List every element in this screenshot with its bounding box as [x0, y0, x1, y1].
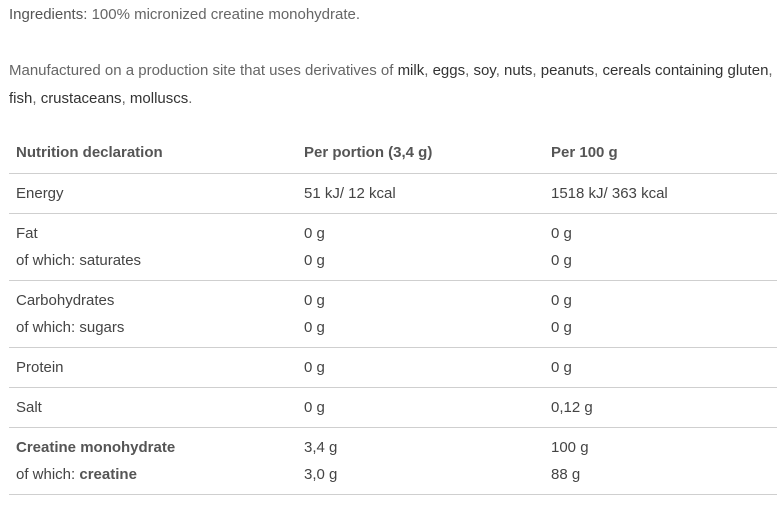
allergen-item: eggs [432, 62, 466, 79]
value-per-portion: 0 g [304, 358, 325, 376]
nutrient-name: Salt [16, 398, 42, 416]
allergen-statement [9, 57, 779, 113]
allergen-separator: , [121, 90, 130, 107]
allergen-separator: , [495, 62, 505, 79]
per-100g-cell [544, 280, 777, 347]
header-per-100g: Per 100 g [551, 143, 618, 161]
per-portion-cell [297, 213, 544, 280]
value-per-portion: 0 g [304, 398, 325, 416]
value-per-100g: 0,12 g [551, 398, 593, 416]
per-100g-cell [544, 427, 777, 494]
value-per-100g: 1518 kJ/ 363 kcal [551, 184, 668, 202]
allergen-item: fish [9, 90, 33, 107]
nutrient-name-cell [9, 427, 297, 494]
allergen-separator: , [32, 90, 41, 107]
value-per-portion: 3,4 g [304, 438, 338, 456]
allergen-separator: , [532, 62, 541, 79]
sub-value-per-portion: 3,0 g [304, 465, 338, 483]
sub-value-per-100g: 0 g [551, 318, 572, 336]
allergen-prefix: Manufactured on a production site that uses derivatives of [9, 62, 398, 79]
nutrient-name-cell [9, 280, 297, 347]
per-portion-cell [297, 280, 544, 347]
value-per-100g: 0 g [551, 291, 572, 309]
nutrition-header-row [9, 134, 777, 173]
nutrient-sub-name: of which: saturates [16, 251, 142, 269]
allergen-item: cereals containing gluten [602, 62, 769, 79]
allergen-item: peanuts [540, 62, 595, 79]
allergen-item: milk [397, 62, 425, 79]
row-carbohydrates [9, 280, 777, 347]
row-creatine [9, 427, 777, 494]
ingredients-line [9, 5, 360, 25]
value-per-portion: 51 kJ/ 12 kcal [304, 184, 396, 202]
nutrient-name: Protein [16, 358, 64, 376]
nutrient-name-cell [9, 213, 297, 280]
sub-value-per-portion: 0 g [304, 318, 325, 336]
sub-value-per-100g: 88 g [551, 465, 581, 483]
nutrient-name: Fat [16, 224, 38, 242]
row-fat [9, 213, 777, 280]
row-energy [9, 173, 777, 213]
sub-value-per-portion: 0 g [304, 251, 325, 269]
sub-value-per-100g: 0 g [551, 251, 572, 269]
allergen-separator: , [768, 62, 773, 79]
ingredients-text: 100% micronized creatine monohydrate. [91, 6, 361, 23]
nutrient-name: Energy [16, 184, 64, 202]
header-per-portion: Per portion (3,4 g) [304, 143, 433, 161]
nutrient-sub-name: of which: sugars [16, 318, 125, 336]
allergen-item: soy [473, 62, 496, 79]
allergen-separator: , [594, 62, 603, 79]
allergen-item: nuts [504, 62, 533, 79]
nutrient-sub-line [16, 461, 290, 488]
value-per-100g: 100 g [551, 438, 589, 456]
value-per-portion: 0 g [304, 224, 325, 242]
header-declaration: Nutrition declaration [16, 143, 163, 161]
row-protein [9, 347, 777, 387]
per-100g-cell [544, 213, 777, 280]
value-per-portion: 0 g [304, 291, 325, 309]
allergen-item: molluscs [129, 90, 189, 107]
nutrient-sub-prefix: of which: [16, 465, 80, 483]
ingredients-label: Ingredients: [9, 6, 88, 23]
per-portion-cell [297, 427, 544, 494]
allergen-separator: , [465, 62, 474, 79]
value-per-100g: 0 g [551, 224, 572, 242]
value-per-100g: 0 g [551, 358, 572, 376]
nutrient-sub-name: creatine [79, 465, 137, 483]
allergen-item: crustaceans [40, 90, 122, 107]
nutrient-name: Carbohydrates [16, 291, 115, 309]
nutrient-name: Creatine monohydrate [16, 438, 176, 456]
allergen-suffix: . [188, 90, 193, 107]
row-salt [9, 387, 777, 427]
allergen-separator: , [424, 62, 433, 79]
nutrition-table [9, 134, 777, 495]
